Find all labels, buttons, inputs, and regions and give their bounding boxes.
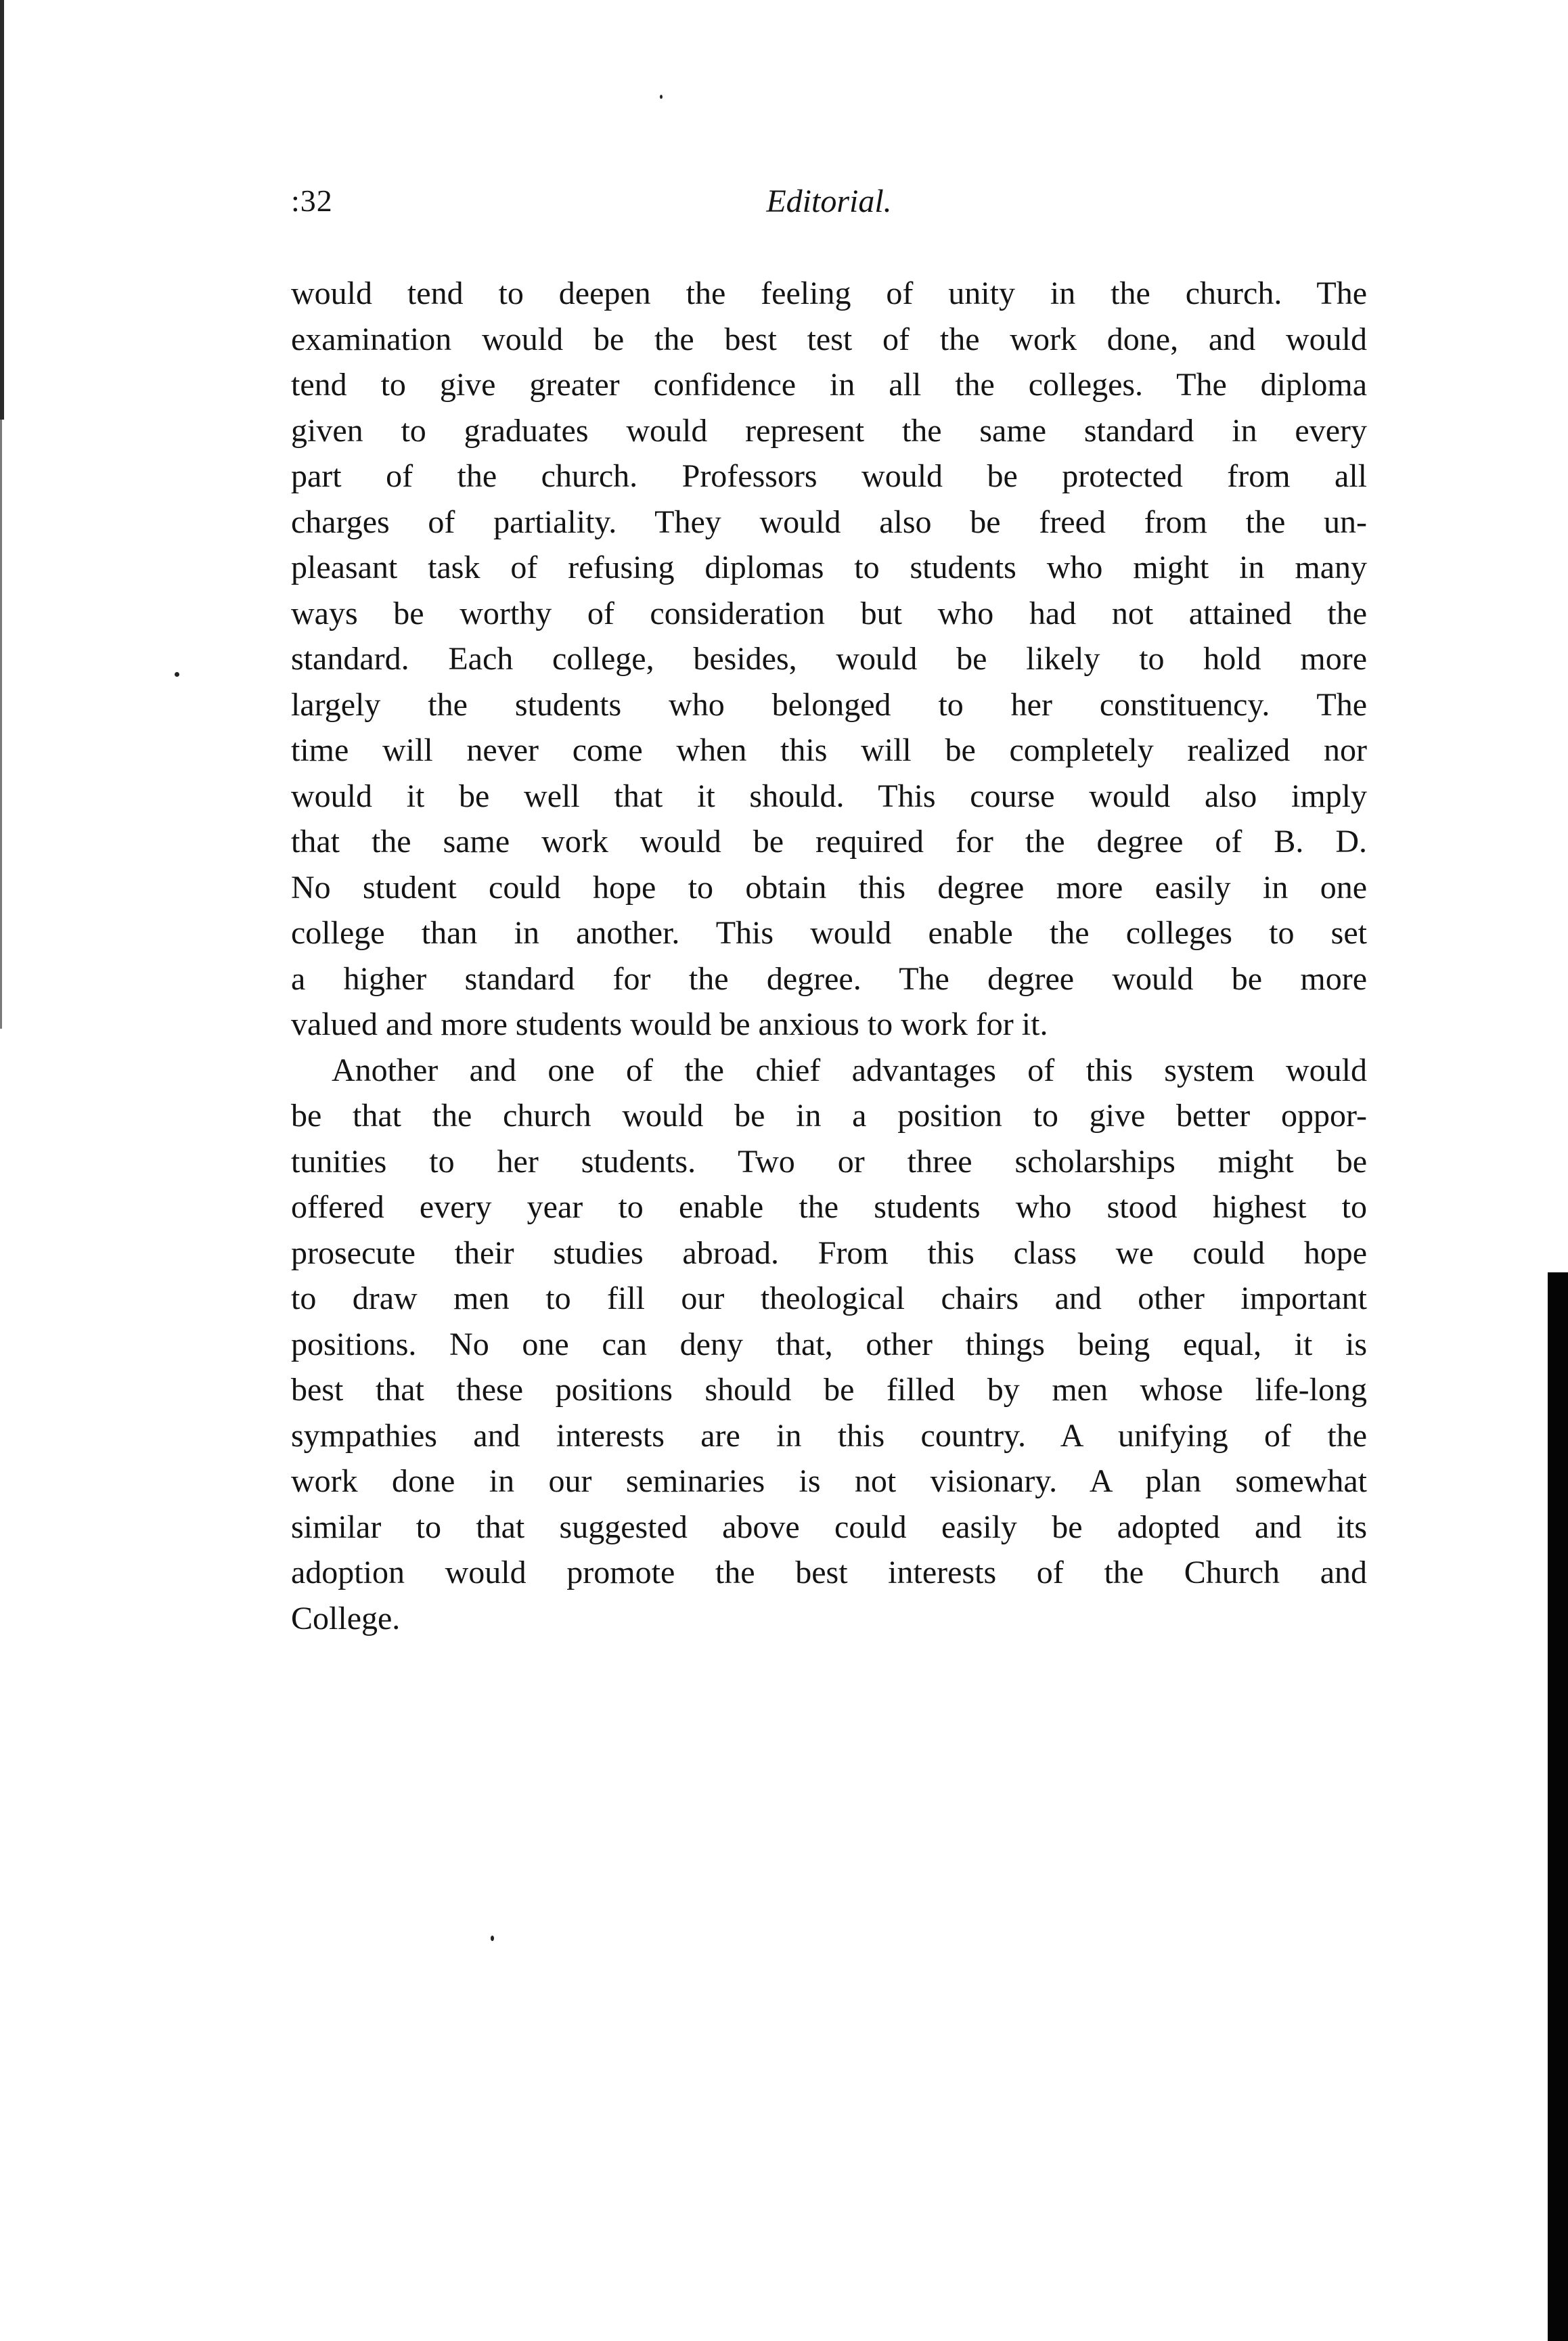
scan-edge-left-thin (0, 420, 2, 1029)
text-line: College. (291, 1600, 401, 1636)
scan-speck (660, 95, 663, 99)
page (291, 169, 1367, 1641)
scan-speck (491, 1936, 494, 1941)
text-line: charges of partiality. They would also be freed from the un- (291, 504, 1367, 540)
text-line: prosecute their studies abroad. From this class we could hope (291, 1234, 1367, 1271)
text-line: sympathies and interests are in this country. A unifying of the (291, 1417, 1367, 1454)
text-line: largely the students who belonged to her constituency. The (291, 686, 1367, 723)
text-line: tunities to her students. Two or three scholarships might be (291, 1143, 1367, 1180)
page-number: :32 (291, 183, 333, 218)
text-line: given to graduates would represent the same standard in every (291, 412, 1367, 449)
text-line: to draw men to fill our theological chairs and other important (291, 1280, 1367, 1316)
text-line: college than in another. This would enable the colleges to set (291, 915, 1367, 951)
text-line: examination would be the best test of the work done, and would (291, 321, 1367, 357)
text-line: tend to give greater confidence in all the colleges. The diploma (291, 367, 1367, 403)
text-line: part of the church. Professors would be protected from all (291, 458, 1367, 494)
page-header (291, 169, 1367, 250)
text-line: valued and more students would be anxious to work for it. (291, 1006, 1048, 1042)
text-line: Another and one of the chief advantages of this system would (332, 1052, 1367, 1088)
text-line: pleasant task of refusing diplomas to students who might in many (291, 550, 1367, 585)
scan-edge-left (0, 0, 4, 420)
text-line: adoption would promote the best interests of the Church and (291, 1555, 1367, 1590)
scan-edge-right (1548, 1272, 1568, 2341)
body-text (291, 271, 1367, 1641)
paragraph (291, 271, 1367, 1048)
text-line: be that the church would be in a position to give better oppor- (291, 1098, 1367, 1134)
text-line: would tend to deepen the feeling of unity in the church. The (291, 275, 1367, 311)
running-head: Editorial. (766, 183, 892, 219)
text-line: time will never come when this will be completely realized nor (291, 732, 1367, 768)
text-line: similar to that suggested above could easily be adopted and its (291, 1509, 1367, 1545)
scan-speck (175, 672, 179, 677)
text-line: positions. No one can deny that, other things being equal, it is (291, 1326, 1367, 1362)
text-line: standard. Each college, besides, would be likely to hold more (291, 641, 1367, 677)
text-line: best that these positions should be filled by men whose life-long (291, 1372, 1367, 1408)
text-line: a higher standard for the degree. The degree would be more (291, 960, 1367, 997)
text-line: work done in our seminaries is not visionary. A plan somewhat (291, 1463, 1367, 1499)
paragraph (291, 1048, 1367, 1642)
text-line: that the same work would be required for the degree of B. D. (291, 824, 1367, 860)
text-line: offered every year to enable the students who stood highest to (291, 1189, 1367, 1225)
text-line: would it be well that it should. This course would also imply (291, 778, 1367, 814)
text-line: No student could hope to obtain this degree more easily in one (291, 869, 1367, 906)
text-line: ways be worthy of consideration but who had not attained the (291, 595, 1367, 631)
